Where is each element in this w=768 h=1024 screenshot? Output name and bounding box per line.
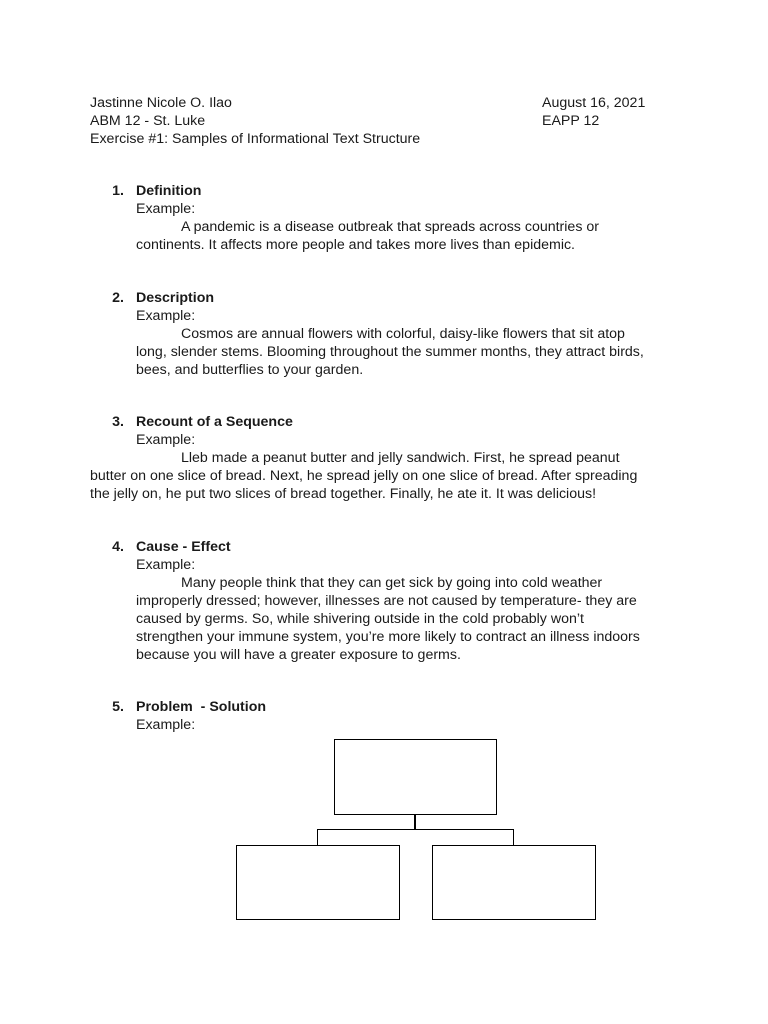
section-title: Problem - Solution xyxy=(136,699,267,715)
date: August 16, 2021 xyxy=(542,95,646,111)
subject: EAPP 12 xyxy=(542,113,600,129)
solution-box-right xyxy=(432,845,596,920)
example-text-line: the jelly on, he put two slices of bread together. Finally, he ate it. It was delicious! xyxy=(90,486,597,502)
student-name: Jastinne Nicole O. Ilao xyxy=(90,95,232,111)
section-title: Description xyxy=(136,290,215,306)
example-text-line: bees, and butterflies to your garden. xyxy=(136,362,364,378)
example-text-line: improperly dressed; however, illnesses are not caused by temperature- they are xyxy=(136,593,637,609)
section-number: 3. xyxy=(112,414,124,430)
exercise-title: Exercise #1: Samples of Informational Text Structure xyxy=(90,131,421,147)
example-label: Example: xyxy=(136,717,196,733)
example-label: Example: xyxy=(136,557,196,573)
example-label: Example: xyxy=(136,432,196,448)
section-title: Cause - Effect xyxy=(136,539,231,555)
example-label: Example: xyxy=(136,308,196,324)
example-text-line: butter on one slice of bread. Next, he spread jelly on one slice of bread. After spreading xyxy=(90,468,638,484)
section-number: 1. xyxy=(112,183,124,199)
section-number: 2. xyxy=(112,290,124,306)
example-text-line: A pandemic is a disease outbreak that spreads across countries or xyxy=(181,219,599,235)
section-title: Recount of a Sequence xyxy=(136,414,293,430)
connector-stem xyxy=(414,814,416,830)
example-text-line: because you will have a greater exposure to germs. xyxy=(136,647,461,663)
example-text-line: caused by germs. So, while shivering outside in the cold probably won’t xyxy=(136,611,584,627)
example-text-line: long, slender stems. Blooming throughout the summer months, they attract birds, xyxy=(136,344,644,360)
section-number: 4. xyxy=(112,539,124,555)
example-text-line: continents. It affects more people and takes more lives than epidemic. xyxy=(136,237,576,253)
example-text-line: Many people think that they can get sick by going into cold weather xyxy=(181,575,603,591)
connector-bar xyxy=(317,829,514,830)
solution-box-left xyxy=(236,845,400,920)
example-text-line: Lleb made a peanut butter and jelly sandwich. First, he spread peanut xyxy=(181,450,620,466)
connector-right-drop xyxy=(513,829,514,846)
section-title: Definition xyxy=(136,183,202,199)
example-label: Example: xyxy=(136,201,196,217)
connector-left-drop xyxy=(317,829,318,846)
example-text-line: strengthen your immune system, you’re more likely to contract an illness indoors xyxy=(136,629,640,645)
section-number: 5. xyxy=(112,699,124,715)
problem-box xyxy=(334,739,497,815)
student-section: ABM 12 - St. Luke xyxy=(90,113,206,129)
example-text-line: Cosmos are annual flowers with colorful, daisy-like flowers that sit atop xyxy=(181,326,625,342)
